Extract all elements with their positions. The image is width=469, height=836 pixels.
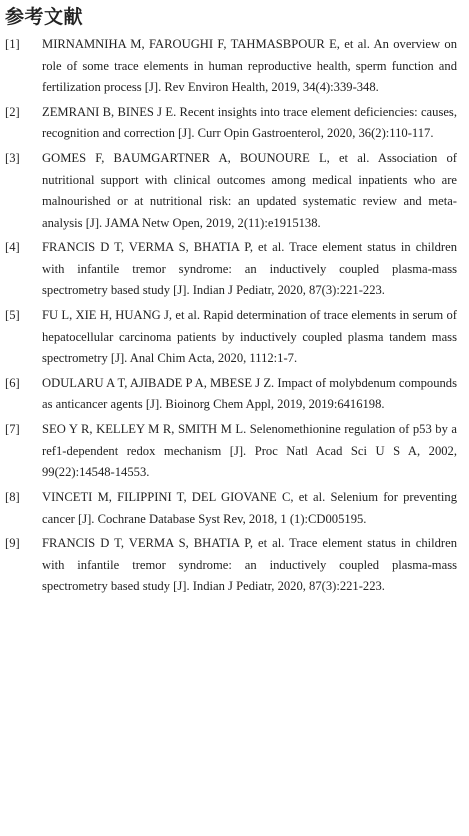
reference-text: GOMES F, BAUMGARTNER A, BOUNOURE L, et al. Association of nutritional support with clinical outcomes among medical inpatients who are malnourished or at nutritional risk: an updated systematic review and meta-analysis [J]. JAMA Netw Open, 2019, 2(11):e1915138. bbox=[42, 151, 457, 230]
reference-item bbox=[5, 373, 457, 416]
reference-text: MIRNAMNIHA M, FAROUGHI F, TAHMASBPOUR E, et al. An overview on role of some trace elements in human reproductive health, sperm function and fertilization process [J]. Rev Environ Health, 2019, 34(4):339-348. bbox=[42, 37, 457, 94]
reference-number: [2] bbox=[5, 104, 20, 119]
reference-number: [3] bbox=[5, 151, 20, 166]
reference-text: FRANCIS D T, VERMA S, BHATIA P, et al. Trace element status in children with infantile tremor syndrome: an inductively coupled plasma-mass spectrometry based study [J]. Indian J Pediatr, 2020, 87(3):221-223. bbox=[42, 536, 457, 594]
reference-number: [5] bbox=[5, 308, 20, 323]
reference-number: [7] bbox=[5, 422, 20, 437]
reference-number: [6] bbox=[5, 375, 20, 390]
reference-number: [1] bbox=[5, 37, 20, 51]
reference-text: FU L, XIE H, HUANG J, et al. Rapid determination of trace elements in serum of hepatocellular carcinoma patients by inductively coupled plasma tandem mass spectrometry [J]. Anal Chim Acta, 2020, 1112:1-7. bbox=[42, 308, 457, 366]
reference-item bbox=[5, 34, 457, 99]
reference-item bbox=[5, 305, 457, 370]
reference-item bbox=[5, 487, 457, 530]
reference-number: [4] bbox=[5, 240, 20, 255]
reference-number: [8] bbox=[5, 490, 20, 505]
reference-text: ODULARU A T, AJIBADE P A, MBESE J Z. Impact of molybdenum compounds as anticancer agents [J]. Bioinorg Chem Appl, 2019, 2019:6416198. bbox=[42, 375, 457, 412]
reference-list bbox=[5, 34, 457, 598]
reference-item bbox=[5, 419, 457, 484]
reference-text: FRANCIS D T, VERMA S, BHATIA P, et al. Trace element status in children with infantile tremor syndrome: an inductively coupled plasma-mass spectrometry based study [J]. Indian J Pediatr, 2020, 87(3):221-223. bbox=[42, 240, 457, 298]
section-heading: 参考文献 bbox=[5, 6, 84, 28]
reference-item bbox=[5, 237, 457, 302]
reference-text: SEO Y R, KELLEY M R, SMITH M L. Selenomethionine regulation of p53 by a ref1-dependent redox mechanism [J]. Proc Natl Acad Sci U S A, 2002, 99(22):14548-14553. bbox=[42, 422, 457, 480]
reference-text: ZEMRANI B, BINES J E. Recent insights into trace element deficiencies: causes, recognition and correction [J]. Curr Opin Gastroenterol, 2020, 36(2):110-117. bbox=[42, 104, 457, 141]
reference-item bbox=[5, 102, 457, 145]
reference-text: VINCETI M, FILIPPINI T, DEL GIOVANE C, et al. Selenium for preventing cancer [J]. Cochrane Database Syst Rev, 2018, 1 (1):CD005195. bbox=[42, 490, 457, 526]
reference-item bbox=[5, 148, 457, 234]
reference-number: [9] bbox=[5, 536, 20, 551]
reference-item bbox=[5, 533, 457, 598]
